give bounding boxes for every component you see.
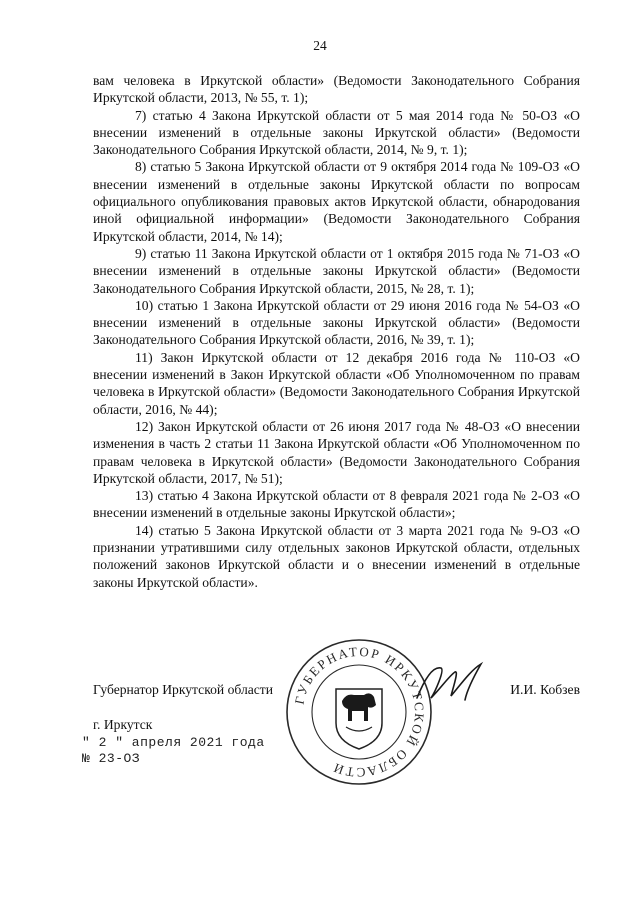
place-of-signing: г. Иркутск xyxy=(93,717,153,732)
paragraph-item-13: 13) статью 4 Закона Иркутской области от 8 февраля 2021 года № 2-ОЗ «О внесении изменений в отдельные законы Иркутской области»; xyxy=(93,488,580,521)
handwritten-signature-icon xyxy=(411,658,501,708)
page-number: 24 xyxy=(313,38,327,53)
paragraph-continuation: вам человека в Иркутской области» (Ведомости Законодательного Собрания Иркутской области, 2013, № 55, т. 1); xyxy=(93,73,580,106)
paragraph-item-12: 12) Закон Иркутской области от 26 июня 2017 года № 48-ОЗ «О внесении изменения в часть 2 статьи 11 Закона Иркутской области «Об Уполномоченном по правам человека в Иркутской области» (Ведомости Законодательного Собрания Иркутской области, 2017, № 51); xyxy=(93,418,580,486)
registration-date: " 2 " апреля 2021 года xyxy=(82,735,265,750)
paragraph-item-7: 7) статью 4 Закона Иркутской области от 5 мая 2014 года № 50-ОЗ «О внесении изменений в отдельные законы Иркутской области» (Ведомости Законодательного Собрания Иркутской области, 2014, № 9, т. 1); xyxy=(93,107,580,158)
seal-text: ГУБЕРНАТОР ИРКУТСКОЙ ОБЛАСТИ xyxy=(291,643,428,781)
document-body xyxy=(93,72,580,591)
governor-title: Губернатор Иркутской области xyxy=(93,682,274,697)
paragraph-item-9: 9) статью 11 Закона Иркутской области от 1 октября 2015 года № 71-ОЗ «О внесении изменений в отдельные законы Иркутской области» (Ведомости Законодательного Собрания Иркутской области, 2015, № 28, т. 1); xyxy=(93,245,580,296)
signature-block xyxy=(93,682,580,712)
paragraph-item-11: 11) Закон Иркутской области от 12 декабря 2016 года № 110-ОЗ «О внесении изменений в Закон Иркутской области «Об Уполномоченном по правам человека в Иркутской области» (Ведомости Законодательного Собрания Иркутской области, 2016, № 44); xyxy=(93,349,580,417)
paragraph-item-8: 8) статью 5 Закона Иркутской области от 9 октября 2014 года № 109-ОЗ «О внесении изменений в отдельные законы Иркутской области по вопросам официального опубликования правовых актов Иркутской области, обнародования иной официальной информации» (Ведомости Законодательного Собрания Иркутской области, 2014, № 14); xyxy=(93,159,580,244)
law-number: № 23-ОЗ xyxy=(82,751,141,766)
governor-name: И.И. Кобзев xyxy=(510,682,580,697)
paragraph-item-10: 10) статью 1 Закона Иркутской области от 29 июня 2016 года № 54-ОЗ «О внесении изменений в отдельные законы Иркутской области» (Ведомости Законодательного Собрания Иркутской области, 2016, № 39, т. 1); xyxy=(93,297,580,348)
paragraph-item-14: 14) статью 5 Закона Иркутской области от 3 марта 2021 года № 9-ОЗ «О признании утратившими силу отдельных законов Иркутской области, отдельных положений законов Иркутской области и о внесении изменений в отдельные законы Иркутской области». xyxy=(93,522,580,590)
